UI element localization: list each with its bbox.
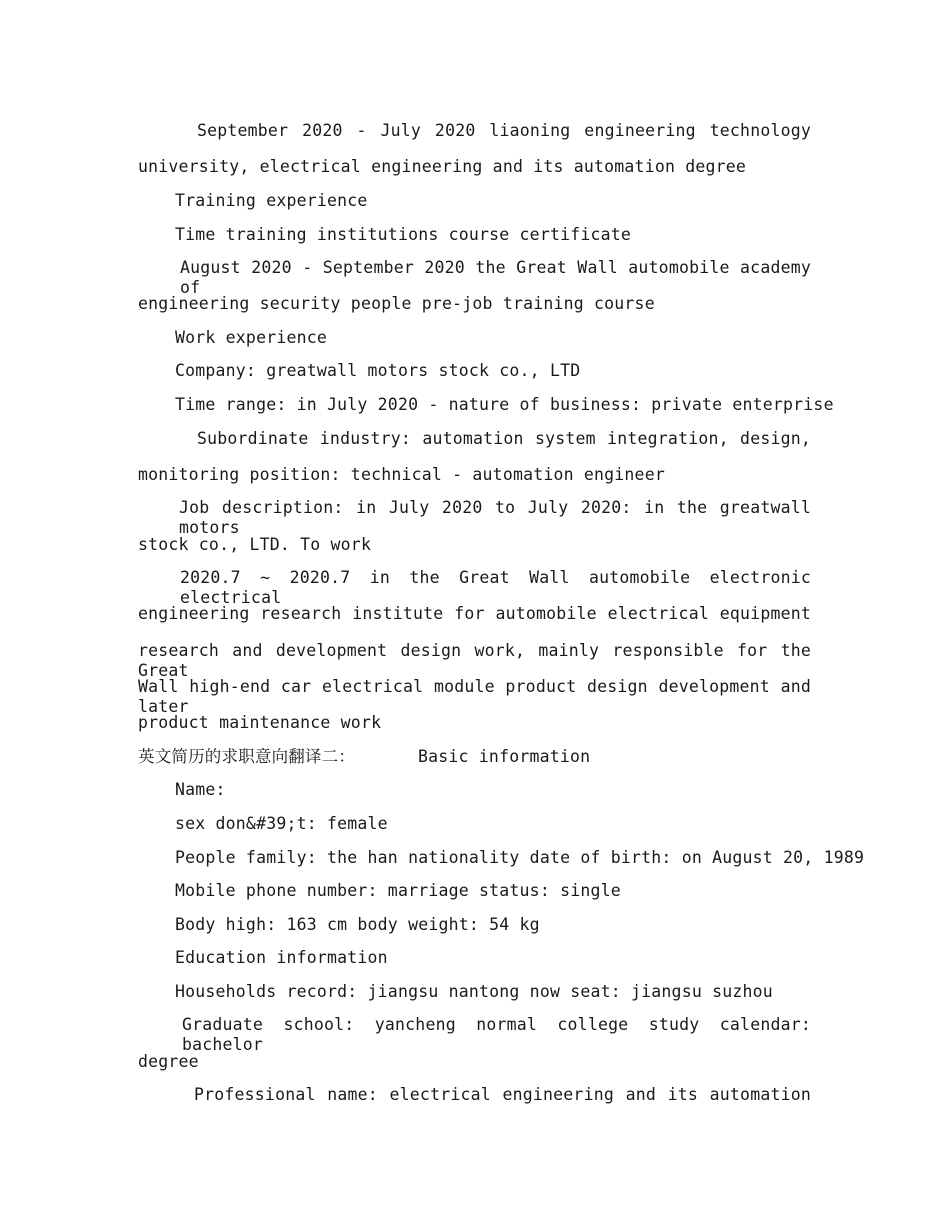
text-line: Professional name: electrical engineering and its automation — [194, 1085, 811, 1104]
chinese-heading: 英文简历的求职意向翻译二： — [138, 747, 356, 766]
text-line: People family: the han nationality date of birth: on August 20, 1989 — [175, 848, 865, 867]
text-line: 2020.7 ~ 2020.7 in the Great Wall automobile electronic electrical — [180, 568, 811, 607]
section-heading: Work experience — [175, 328, 328, 347]
text-line: Mobile phone number: marriage status: single — [175, 881, 621, 900]
text-line: Time range: in July 2020 - nature of business: private enterprise — [175, 395, 834, 414]
text-line: Name: — [175, 780, 226, 799]
text-line: Company: greatwall motors stock co., LTD — [175, 361, 581, 380]
text-line: university, electrical engineering and its automation degree — [138, 157, 747, 176]
text-line: engineering research institute for automobile electrical equipment — [138, 604, 811, 623]
text-line: Subordinate industry: automation system integration, design, — [197, 429, 811, 448]
text-line: engineering security people pre-job training course — [138, 294, 655, 313]
text-line: product maintenance work — [138, 713, 382, 732]
text-line: Wall high-end car electrical module product design development and later — [138, 677, 811, 716]
text-line: stock co., LTD. To work — [138, 535, 372, 554]
section-heading: Training experience — [175, 191, 368, 210]
text-line: sex don&#39;t: female — [175, 814, 388, 833]
text-line: Graduate school: yancheng normal college study calendar: bachelor — [182, 1015, 811, 1054]
text-line: degree — [138, 1052, 199, 1071]
text-line: Time training institutions course certificate — [175, 225, 632, 244]
text-line: August 2020 - September 2020 the Great Wall automobile academy of — [180, 258, 811, 297]
text-line: Households record: jiangsu nantong now seat: jiangsu suzhou — [175, 982, 773, 1001]
section-heading: Education information — [175, 948, 388, 967]
text-line: September 2020 - July 2020 liaoning engineering technology — [197, 121, 811, 140]
text-line: Job description: in July 2020 to July 2020: in the greatwall motors — [179, 498, 811, 537]
text-line: monitoring position: technical - automation engineer — [138, 465, 665, 484]
text-line: Body high: 163 cm body weight: 54 kg — [175, 915, 540, 934]
text-line: research and development design work, mainly responsible for the Great — [138, 641, 811, 680]
section-heading: Basic information — [418, 747, 591, 766]
